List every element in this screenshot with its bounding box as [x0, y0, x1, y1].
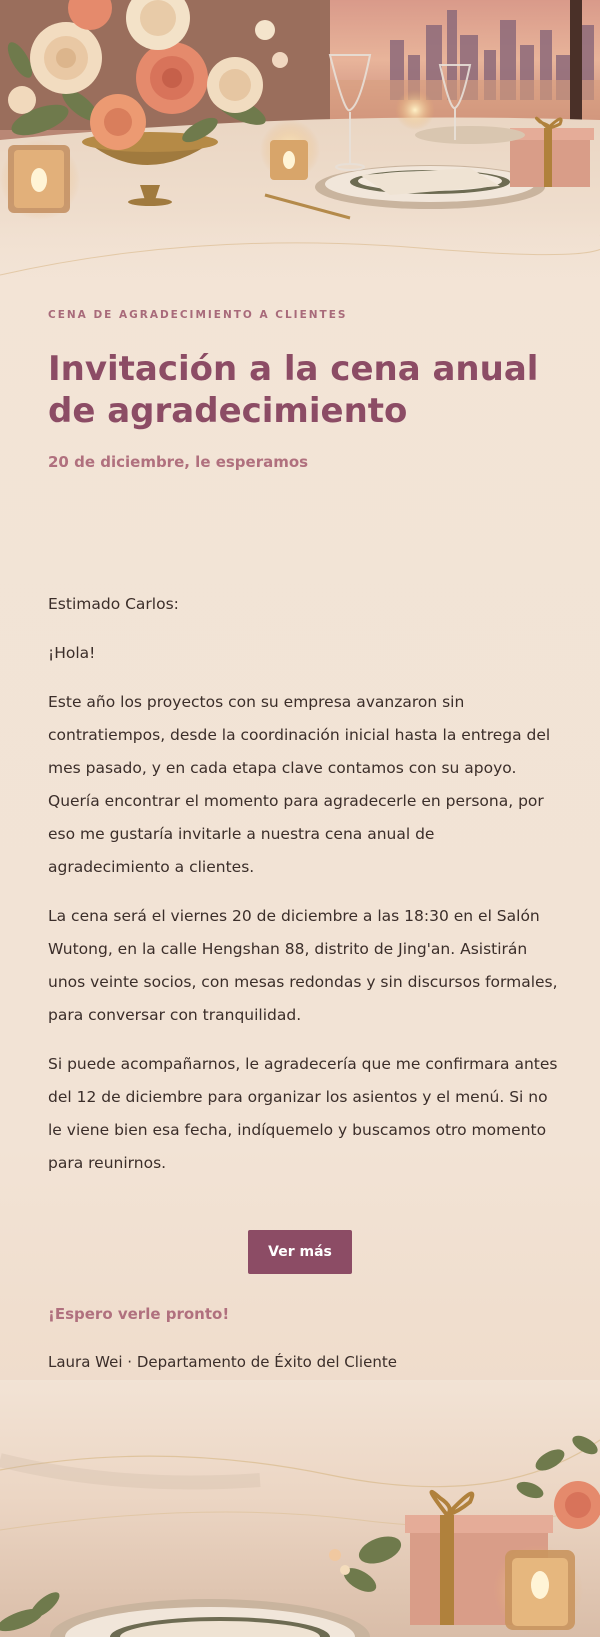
paragraph-details: La cena será el viernes 20 de diciembre a las 18:30 en el Salón Wutong, en la calle Hengshan 88, distrito de Jing'an. Asistirán unos veinte socios, con mesas redondas y sin discursos formales, para conversar con tranquilidad.	[48, 907, 558, 1024]
hello-line: ¡Hola!	[48, 644, 96, 662]
closing-line: ¡Espero verle pronto!	[48, 1305, 230, 1323]
page-title: Invitación a la cena anual de agradecimiento	[48, 349, 539, 431]
event-kicker: CENA DE AGRADECIMIENTO A CLIENTES	[48, 309, 348, 321]
hero-illustration	[0, 0, 600, 300]
footer-illustration	[0, 1380, 600, 1637]
see-more-button[interactable]: Ver más	[248, 1230, 352, 1274]
cta-container	[48, 1230, 552, 1274]
paragraph-intro: Este año los proyectos con su empresa avanzaron sin contratiempos, desde la coordinación inicial hasta la entrega del mes pasado, y en cada etapa clave contamos con su apoyo. Quería encontrar el momento para agradecerle en persona, por eso me gustaría invitarle a nuestra cena anual de agradecimiento a clientes.	[48, 693, 551, 876]
paragraph-rsvp: Si puede acompañarnos, le agradecería que me confirmara antes del 12 de diciembre para organizar los asientos y el menú. Si no le viene bien esa fecha, indíquemelo y buscamos otro momento para reunirnos.	[48, 1055, 558, 1172]
greeting: Estimado Carlos:	[48, 595, 179, 613]
event-date-subtitle: 20 de diciembre, le esperamos	[48, 453, 309, 471]
signature: Laura Wei · Departamento de Éxito del Cliente	[48, 1353, 397, 1371]
letter-body	[48, 588, 558, 1196]
